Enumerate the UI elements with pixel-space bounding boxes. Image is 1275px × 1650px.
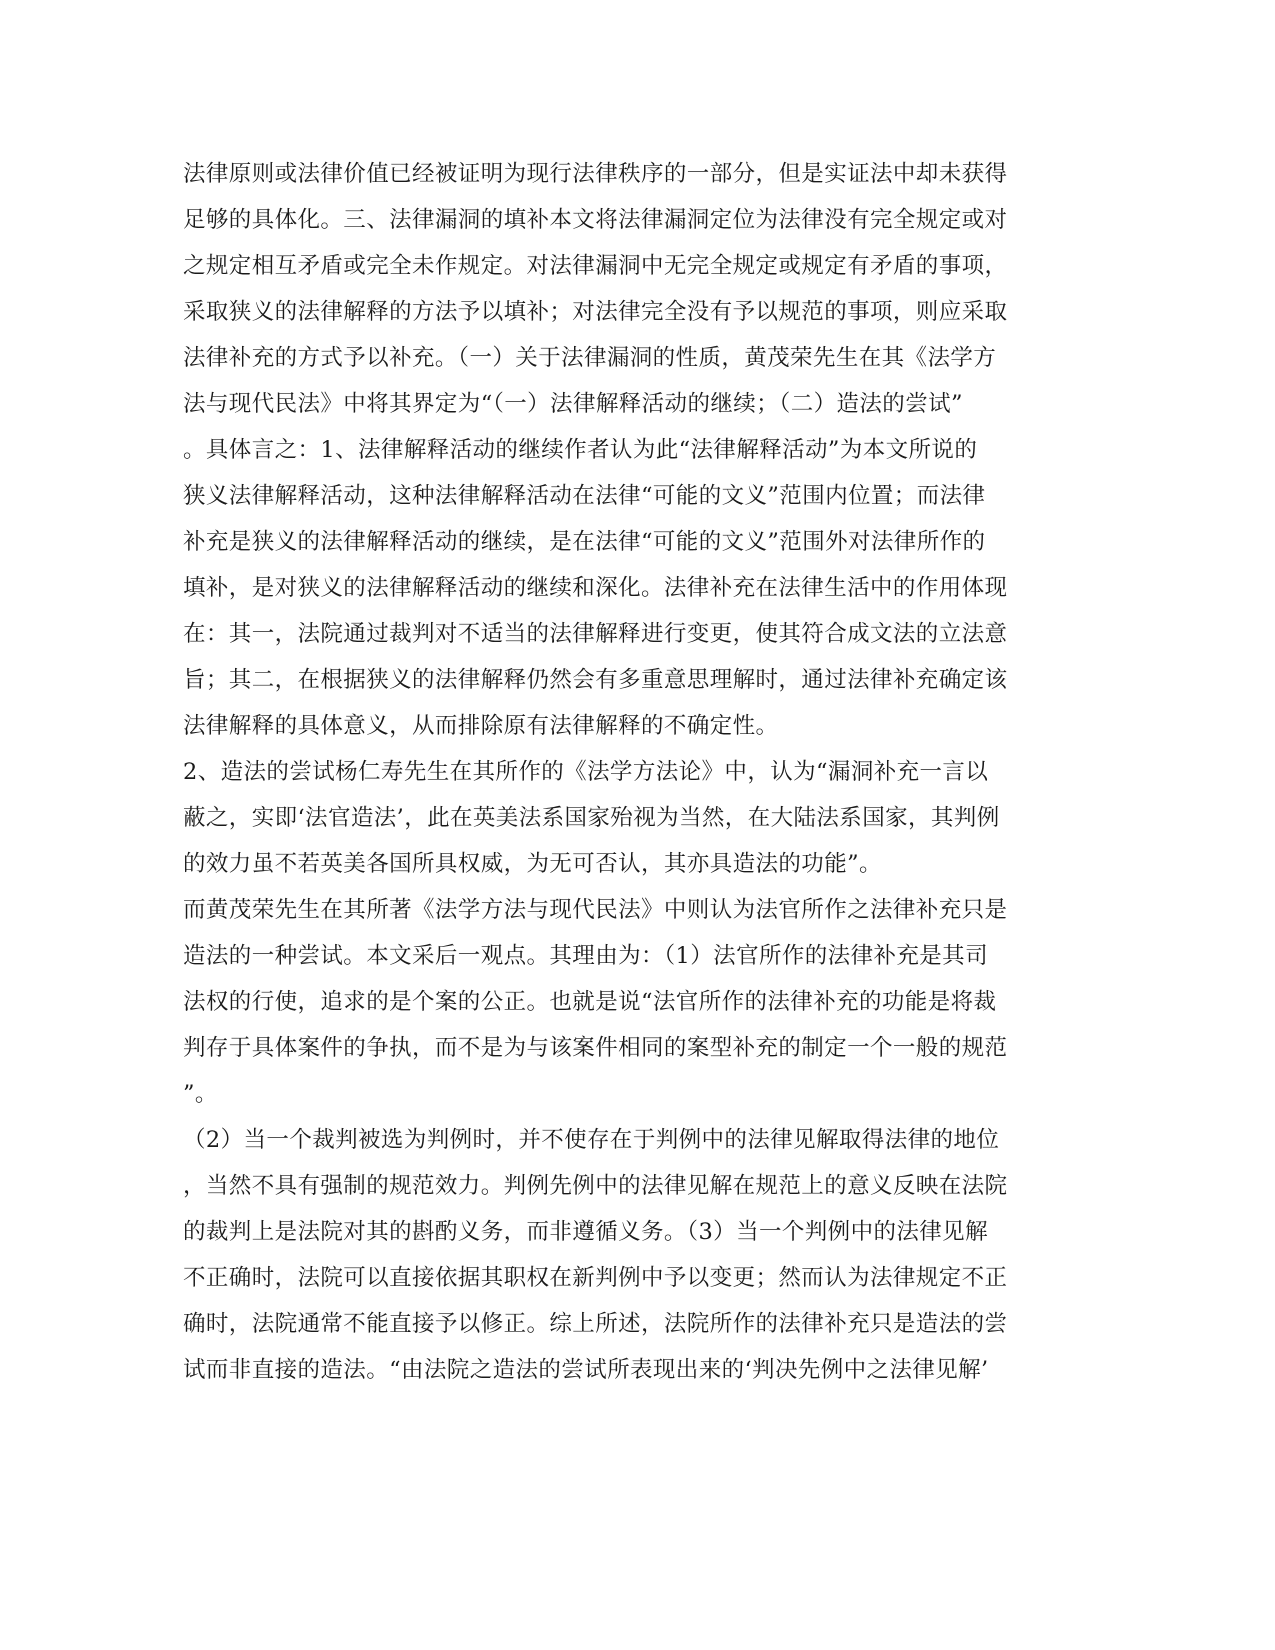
text-line: 法律补充的方式予以补充。（一）关于法律漏洞的性质，黄茂荣先生在其《法学方: [183, 345, 997, 371]
text-line: 足够的具体化。三、法律漏洞的填补本文将法律漏洞定位为法律没有完全规定或对: [183, 207, 1008, 233]
text-line: 之规定相互矛盾或完全未作规定。对法律漏洞中无完全规定或规定有矛盾的事项，: [183, 253, 1008, 279]
text-line: ”。: [183, 1081, 218, 1107]
text-line: 法与现代民法》中将其界定为“（一）法律解释活动的继续；（二）造法的尝试”: [183, 391, 963, 417]
text-line: 补充是狭义的法律解释活动的继续，是在法律“可能的文义”范围外对法律所作的: [183, 529, 986, 555]
text-line: 试而非直接的造法。“由法院之造法的尝试所表现出来的‘判决先例中之法律见解’: [183, 1357, 989, 1383]
text-line: 填补，是对狭义的法律解释活动的继续和深化。法律补充在法律生活中的作用体现: [183, 575, 1008, 601]
text-line: 的裁判上是法院对其的斟酌义务，而非遵循义务。（3）当一个判例中的法律见解: [183, 1219, 988, 1245]
text-line: 2、造法的尝试杨仁寿先生在其所作的《法学方法论》中，认为“漏洞补充一言以: [183, 759, 989, 785]
text-line: 法权的行使，追求的是个案的公正。也就是说“法官所作的法律补充的功能是将裁: [183, 989, 997, 1015]
text-line: 蔽之，实即‘法官造法’，此在英美法系国家殆视为当然，在大陆法系国家，其判例: [183, 805, 1000, 831]
text-line: 确时，法院通常不能直接予以修正。综上所述，法院所作的法律补充只是造法的尝: [183, 1311, 1008, 1337]
text-line: 在：其一，法院通过裁判对不适当的法律解释进行变更，使其符合成文法的立法意: [183, 621, 1008, 647]
text-line: 旨；其二，在根据狭义的法律解释仍然会有多重意思理解时，通过法律补充确定该: [183, 667, 1008, 693]
text-line: 法律原则或法律价值已经被证明为现行法律秩序的一部分，但是实证法中却未获得: [183, 161, 1008, 187]
text-line: 不正确时，法院可以直接依据其职权在新判例中予以变更；然而认为法律规定不正: [183, 1265, 1008, 1291]
text-line: 而黄茂荣先生在其所著《法学方法与现代民法》中则认为法官所作之法律补充只是: [183, 897, 1008, 923]
text-line: 。具体言之：1、法律解释活动的继续作者认为此“法律解释活动”为本文所说的: [183, 437, 978, 463]
text-line: 采取狭义的法律解释的方法予以填补；对法律完全没有予以规范的事项，则应采取: [183, 299, 1008, 325]
text-line: 造法的一种尝试。本文采后一观点。其理由为：（1）法官所作的法律补充是其司: [183, 943, 988, 969]
text-line: 法律解释的具体意义，从而排除原有法律解释的不确定性。: [183, 713, 779, 739]
text-line: 的效力虽不若英美各国所具权威，为无可否认，其亦具造法的功能”。: [183, 851, 882, 877]
text-line: （2）当一个裁判被选为判例时，并不使存在于判例中的法律见解取得法律的地位: [183, 1127, 1000, 1153]
text-line: ，当然不具有强制的规范效力。判例先例中的法律见解在规范上的意义反映在法院: [183, 1173, 1008, 1199]
text-line: 狭义法律解释活动，这种法律解释活动在法律“可能的文义”范围内位置；而法律: [183, 483, 986, 509]
text-line: 判存于具体案件的争执，而不是为与该案件相同的案型补充的制定一个一般的规范: [183, 1035, 1008, 1061]
